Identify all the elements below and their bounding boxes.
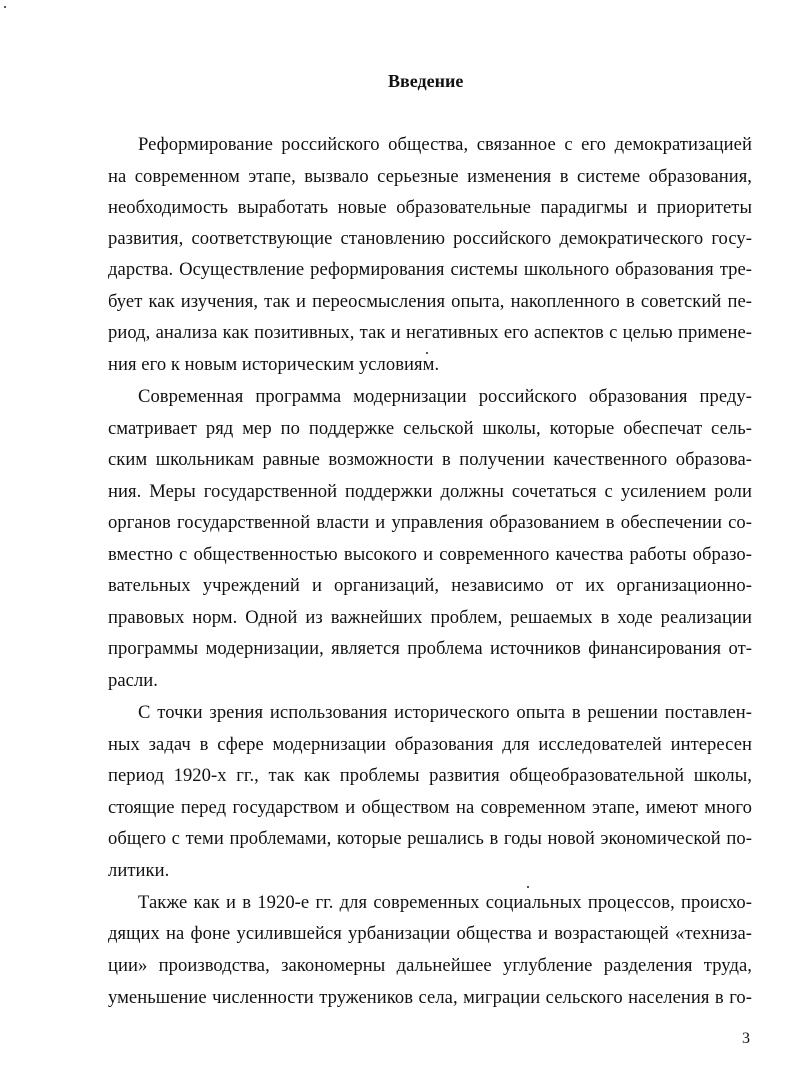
paragraph-4-line-2: дящих на фоне усилившейся урбанизации общества и возрастающей «техниза- [108,923,752,944]
paragraph-4-line-1: Также как и в 1920-е гг. для современных социальных процессов, происхо- [138,892,752,913]
paragraph-2-line-6: вместно с общественностью высокого и современного качества работы образо- [108,544,752,565]
paragraph-2-line-2: сматривает ряд мер по поддержке сельской школы, которые обеспечат сель- [108,418,752,439]
paragraph-1-line-5: дарства. Осуществление реформирования системы школьного образования тре- [108,259,752,280]
paragraph-2-line-8: правовых норм. Одной из важнейших проблем, решаемых в ходе реализации [108,607,752,628]
paragraph-3-line-6: литики. [108,860,170,881]
paragraph-3-line-5: общего с теми проблемами, которые решались в годы новой экономической по- [108,828,752,849]
paragraph-1-line-6: бует как изучения, так и переосмысления опыта, накопленного в советский пе- [108,291,752,312]
paragraph-1-line-1: Реформирование российского общества, связанное с его демократизацией [138,134,752,155]
paragraph-2-line-10: расли. [108,670,158,691]
paragraph-4-line-4: уменьшение численности тружеников села, миграции сельского населения в го- [108,987,752,1008]
paragraph-1-line-7: риод, анализа как позитивных, так и негативных его аспектов с целью примене- [108,322,752,343]
paragraph-2-line-4: ния. Меры государственной поддержки должны сочетаться с усилением роли [108,481,752,502]
page-title: Введение [388,71,464,91]
paragraph-1-line-4: развития, соответствующие становлению российского демократического госу- [108,228,752,249]
paragraph-1-line-8: ния его к новым историческим условиям. [108,354,440,375]
paragraph-2-line-9: программы модернизации, является проблема источников финансирования от- [108,638,752,659]
paragraph-2-line-7: вательных учреждений и организаций, независимо от их организационно- [108,575,752,596]
paragraph-2-line-5: органов государственной власти и управления образованием в обеспечении со- [108,512,752,533]
paragraph-1-line-3: необходимость выработать новые образовательные парадигмы и приоритеты [108,197,752,218]
paragraph-3-line-3: период 1920-х гг., так как проблемы развития общеобразовательной школы, [108,765,752,786]
paragraph-4-line-3: ции» производства, закономерны дальнейшее углубление разделения труда, [108,955,752,976]
paragraph-2-line-1: Современная программа модернизации российского образования преду- [138,386,752,407]
paragraph-1-line-2: на современном этапе, вызвало серьезные изменения в системе образования, [108,166,752,187]
scan-speck [527,886,529,888]
paragraph-3-line-1: С точки зрения использования исторического опыта в решении поставлен- [138,702,752,723]
paragraph-3-line-4: стоящие перед государством и обществом на современном этапе, имеют много [108,797,752,818]
scan-speck [426,352,428,354]
paragraph-2-line-3: ским школьникам равные возможности в получении качественного образова- [108,449,752,470]
scan-speck [4,6,6,8]
page-number: 3 [742,1030,750,1047]
paragraph-3-line-2: ных задач в сфере модернизации образования для исследователей интересен [108,734,752,755]
